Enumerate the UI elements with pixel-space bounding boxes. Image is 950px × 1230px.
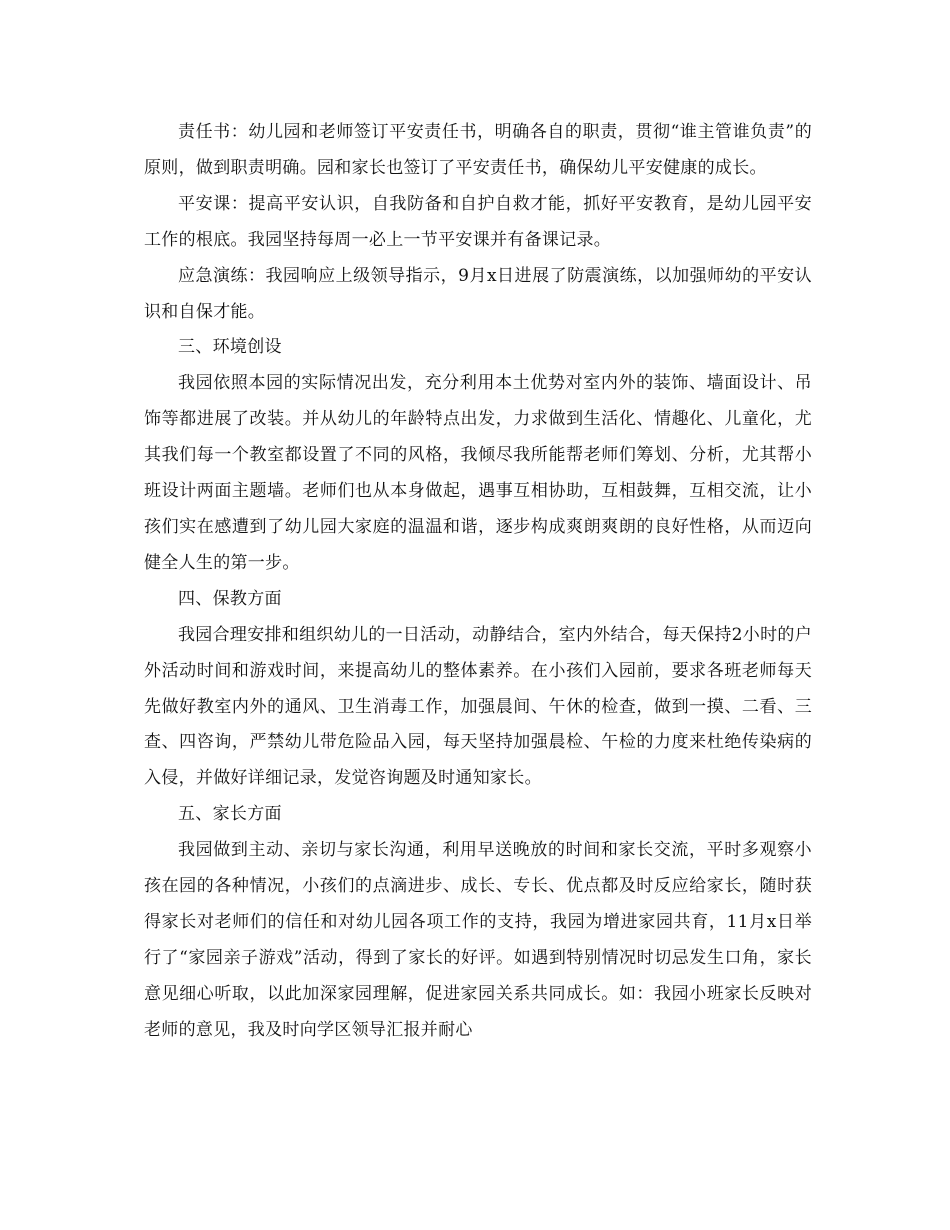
section-heading-parents: 五、家长方面 <box>178 804 282 825</box>
paragraph-responsibility: 责任书：幼儿园和老师签订平安责任书，明确各自的职责，贯彻“谁主管谁负责”的原则，做到职责明确。园和家长也签订了平安责任书，确保幼儿平安健康的成长。 <box>144 122 812 178</box>
paragraph-parents: 我园做到主动、亲切与家长沟通，利用早送晚放的时间和家长交流，平时多观察小孩在园的各种情况，小孩们的点滴进步、成长、专长、优点都及时反应给家长，随时获得家长对老师们的信任和对幼儿园各项工作的支持，我园为增进家园共育，11月x日举行了“家园亲子游戏”活动，得到了家长的好评。如遇到特别情况时切忌发生口角，家长意见细心听取，以此加深家园理解，促进家园关系共同成长。如：我园小班家长反映对老师的意见，我及时向学区领导汇报并耐心 <box>144 840 812 1040</box>
document-body <box>144 115 812 1049</box>
paragraph-emergency-drill: 应急演练：我园响应上级领导指示，9月x日进展了防震演练，以加强师幼的平安认识和自保才能。 <box>144 265 812 322</box>
paragraph-care-education: 我园合理安排和组织幼儿的一日活动，动静结合，室内外结合，每天保持2小时的户外活动时间和游戏时间，来提高幼儿的整体素养。在小孩们入园前，要求各班老师每天先做好教室内外的通风、卫生消毒工作，加强晨间、午休的检查，做到一摸、二看、三查、四咨询，严禁幼儿带危险品入园，每天坚持加强晨检、午检的力度来杜绝传染病的入侵，并做好详细记录，发觉咨询题及时通知家长。 <box>144 624 812 789</box>
paragraph-environment: 我园依照本园的实际情况出发，充分利用本土优势对室内外的装饰、墙面设计、吊饰等都进展了改装。并从幼儿的年龄特点出发，力求做到生活化、情趣化、儿童化，尤其我们每一个教室都设置了不同的风格，我倾尽我所能帮老师们筹划、分析，尤其帮小班设计两面主题墙。老师们也从本身做起，遇事互相协助，互相鼓舞，互相交流，让小孩们实在感遭到了幼儿园大家庭的温温和谐，逐步构成爽朗爽朗的良好性格，从而迈向健全人生的第一步。 <box>144 373 812 573</box>
section-heading-care-education: 四、保教方面 <box>178 588 282 609</box>
section-heading-environment: 三、环境创设 <box>178 337 282 358</box>
paragraph-safety-class: 平安课：提高平安认识，自我防备和自护自救才能，抓好平安教育，是幼儿园平安工作的根底。我园坚持每周一必上一节平安课并有备课记录。 <box>144 193 812 250</box>
